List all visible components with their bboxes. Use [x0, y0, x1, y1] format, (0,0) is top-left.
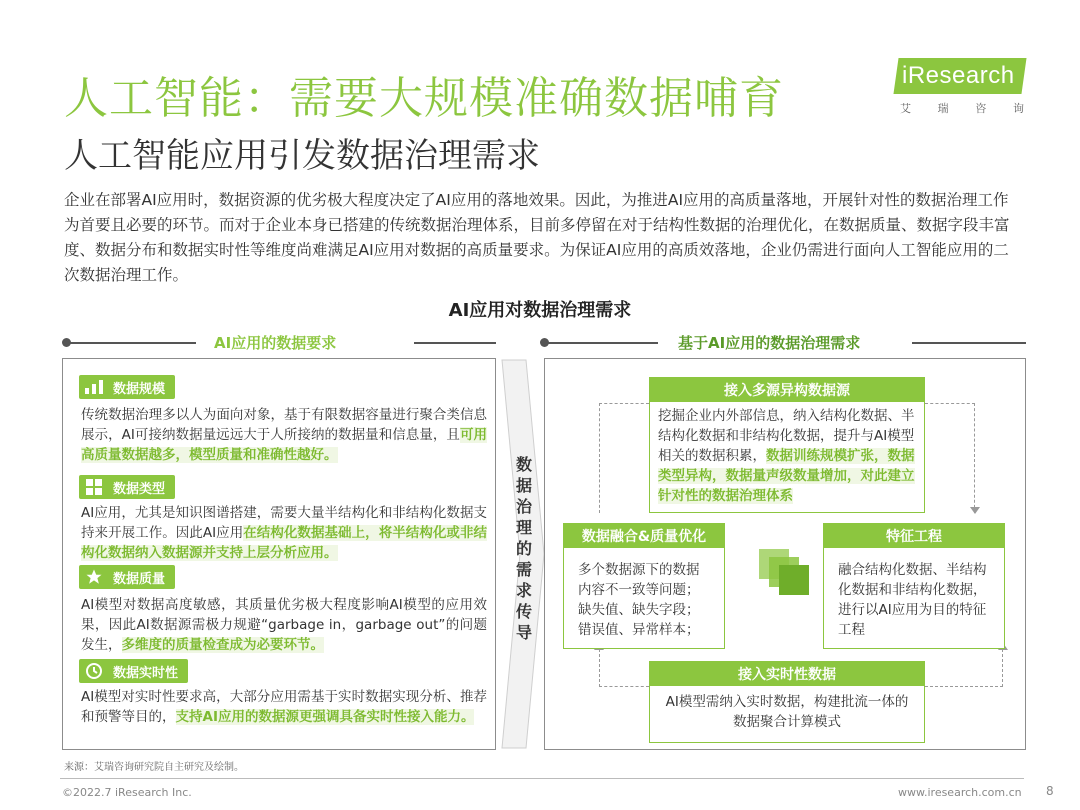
- section-line: [548, 342, 658, 344]
- req-highlight: 多维度的质量检查成为必要环节。: [121, 637, 324, 653]
- req-header-quality: [79, 565, 175, 589]
- copyright: ©2022.7 iResearch Inc.: [62, 786, 192, 799]
- req-body-quality: [81, 595, 487, 655]
- demand-transfer-arrow: [500, 358, 546, 750]
- box-title: 数据融合&质量优化: [564, 524, 724, 548]
- box-text: AI模型需纳入实时数据，构建批流一体的数据聚合计算模式: [665, 694, 909, 730]
- logo-char: 艾: [900, 102, 911, 115]
- section-line: [414, 342, 496, 344]
- req-title: 数据质量: [113, 571, 166, 587]
- req-highlight: 可用高质量数据越多，模型质量和准确性越好。: [81, 427, 487, 463]
- req-text: AI应用，尤其是知识图谱搭建，需要大量半结构化和非结构化数据支持来开展工作。因此AI应用: [81, 505, 487, 541]
- req-text: 传统数据治理多以人为面向对象，基于有限数据容量进行聚合类信息展示，AI可接纳数据量远远大于人所接纳的数据量和信息量，且: [81, 407, 487, 443]
- clock-icon: [83, 662, 105, 680]
- arrow-down-icon: [970, 507, 980, 514]
- grid-icon: [83, 478, 105, 496]
- feature-engineering-box: [823, 523, 1005, 649]
- req-title: 数据实时性: [113, 665, 179, 681]
- page-title: 人工智能：需要大规模准确数据哺育: [64, 73, 784, 124]
- box-title: 接入多源异构数据源: [650, 378, 924, 402]
- dashed-connector: [599, 649, 649, 687]
- figure-title: AI应用对数据治理需求: [448, 300, 632, 321]
- section-line: [912, 342, 1026, 344]
- fusion-quality-box: [563, 523, 725, 649]
- left-section-header: [62, 332, 496, 354]
- logo-char: 咨: [975, 102, 987, 115]
- left-section-label: AI应用的数据要求: [214, 334, 337, 352]
- req-highlight: 支持AI应用的数据源更强调具备实时性接入能力。: [175, 709, 475, 725]
- req-header-scale: [79, 375, 175, 399]
- governance-demand-panel: [544, 358, 1026, 750]
- req-body-scale: [81, 405, 487, 465]
- iresearch-logo: [896, 58, 1026, 120]
- logo-char: 瑞: [937, 102, 949, 115]
- box-text: 融合结构化数据、半结构化数据和非结构化数据，进行以AI应用为目的特征工程: [838, 562, 987, 638]
- website-link[interactable]: www.iresearch.com.cn: [898, 786, 1022, 799]
- footer-divider: [60, 778, 1024, 779]
- req-header-type: [79, 475, 175, 499]
- box-title: 接入实时性数据: [650, 662, 924, 686]
- req-title: 数据类型: [113, 481, 166, 497]
- source-note: 来源：艾瑞咨询研究院自主研究及绘制。: [64, 762, 244, 773]
- bar-chart-icon: [83, 378, 105, 396]
- page-number: 8: [1046, 784, 1054, 798]
- star-icon: [83, 568, 105, 586]
- demand-transfer-label: 数据治理的需求传导: [515, 455, 532, 642]
- box-title: 特征工程: [824, 524, 1004, 548]
- stacked-squares-icon: [757, 547, 813, 599]
- box-text: [650, 402, 924, 510]
- realtime-data-box: [649, 661, 925, 743]
- req-title: 数据规模: [113, 381, 166, 397]
- right-section-header: [540, 332, 1026, 354]
- logo-subtext: [900, 100, 1024, 116]
- right-section-label: 基于AI应用的数据治理需求: [678, 334, 861, 352]
- box-text: 多个数据源下的数据内容不一致等问题；缺失值、缺失字段；错误值、异常样本；: [578, 562, 700, 638]
- dashed-connector: [599, 403, 649, 513]
- req-body-realtime: [81, 687, 487, 727]
- multi-source-box: [649, 377, 925, 513]
- intro-paragraph: 企业在部署AI应用时，数据资源的优劣极大程度决定了AI应用的落地效果。因此，为推进AI应用的高质量落地，开展针对性的数据治理工作为首要且必要的环节。而对于企业本身已搭建的传统数据治理体系，目前多停留在对于结构性数据的治理优化，在数据质量、数据字段丰富度、数据分布和数据实时性等维度尚难满足AI应用对数据的高质量要求。为保证AI应用的高质效落地，企业仍需进行面向人工智能应用的二次数据治理工作。: [64, 191, 1010, 284]
- dashed-connector: [925, 649, 1003, 687]
- data-requirements-panel: [62, 358, 496, 750]
- req-text: AI模型对实时性要求高，大部分应用需基于实时数据实现分析、推荐和预警等目的，: [81, 689, 487, 725]
- box-text-highlight: 数据训练规模扩张，数据类型异构，数据量声级数量增加，对此建立针对性的数据治理体系: [658, 448, 915, 504]
- logo-char: 询: [1012, 102, 1024, 115]
- req-body-type: [81, 503, 487, 563]
- req-highlight: 在结构化数据基础上，将半结构化或非结构化数据纳入数据源并支持上层分析应用。: [81, 525, 488, 561]
- logo-text: iResearch: [902, 62, 1015, 89]
- req-text: AI模型对数据高度敏感，其质量优劣极大程度影响AI模型的应用效果，因此AI数据源需极力规避“garbage in，garbage out”的问题发生，: [81, 597, 487, 653]
- box-text-plain: 挖掘企业内外部信息，纳入结构化数据、半结构化数据和非结构化数据，提升与AI模型相关的数据积累，: [658, 408, 915, 464]
- section-line: [70, 342, 196, 344]
- page-subtitle: 人工智能应用引发数据治理需求: [64, 136, 540, 176]
- req-header-realtime: [79, 659, 188, 683]
- dashed-connector: [925, 403, 975, 513]
